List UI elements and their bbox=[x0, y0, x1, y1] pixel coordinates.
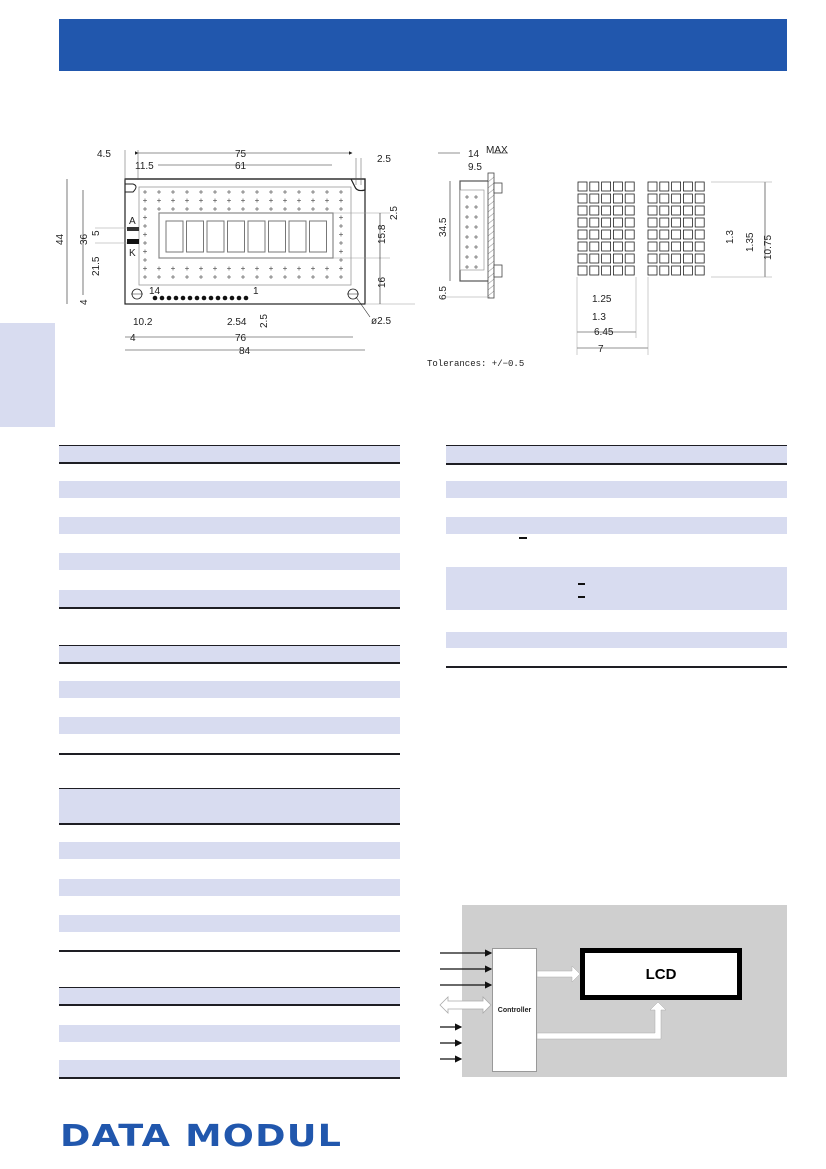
overline-mark bbox=[578, 596, 585, 598]
tolerances-note: Tolerances: +/−0.5 bbox=[427, 359, 525, 369]
table-header bbox=[59, 988, 400, 1004]
svg-text:5: 5 bbox=[91, 230, 102, 236]
spec-table-1 bbox=[59, 445, 400, 609]
spec-table-4 bbox=[59, 987, 400, 1080]
svg-text:75: 75 bbox=[235, 149, 247, 160]
spec-table-3 bbox=[59, 788, 400, 953]
table-header bbox=[59, 446, 400, 462]
svg-text:K: K bbox=[129, 248, 136, 259]
table-row bbox=[59, 1060, 400, 1077]
table-row bbox=[59, 1025, 400, 1042]
svg-text:11.5: 11.5 bbox=[135, 161, 154, 172]
table-row bbox=[446, 567, 787, 610]
table-row bbox=[59, 590, 400, 607]
svg-text:7: 7 bbox=[598, 344, 604, 355]
svg-text:84: 84 bbox=[239, 346, 251, 355]
svg-text:36: 36 bbox=[79, 233, 90, 245]
controller-block: Controller bbox=[492, 948, 537, 1072]
svg-text:6.45: 6.45 bbox=[594, 327, 614, 338]
table-row bbox=[59, 481, 400, 498]
table-row bbox=[446, 632, 787, 648]
svg-text:ø2.5: ø2.5 bbox=[371, 316, 392, 327]
table-header bbox=[59, 789, 400, 823]
table-row bbox=[59, 717, 400, 734]
front-view-drawing bbox=[55, 140, 415, 355]
svg-text:MAX: MAX bbox=[486, 145, 508, 156]
data-modul-logo: DATA MODUL bbox=[60, 1119, 343, 1154]
svg-text:1.35: 1.35 bbox=[745, 232, 756, 252]
svg-text:1.3: 1.3 bbox=[592, 312, 606, 323]
lcd-block: LCD bbox=[580, 948, 742, 1000]
svg-text:16: 16 bbox=[377, 276, 388, 288]
svg-text:1.3: 1.3 bbox=[725, 230, 736, 244]
svg-text:15.8: 15.8 bbox=[377, 224, 388, 244]
svg-text:10.2: 10.2 bbox=[133, 317, 153, 328]
side-view-drawing bbox=[430, 145, 540, 315]
table-row bbox=[59, 517, 400, 534]
spec-table-2 bbox=[59, 645, 400, 755]
svg-text:4: 4 bbox=[79, 299, 90, 305]
svg-text:76: 76 bbox=[235, 333, 247, 344]
svg-text:44: 44 bbox=[55, 233, 66, 245]
side-tab bbox=[0, 323, 55, 427]
overline-mark bbox=[578, 583, 585, 585]
svg-text:14: 14 bbox=[468, 149, 480, 160]
svg-text:6.5: 6.5 bbox=[438, 286, 449, 300]
svg-text:4.5: 4.5 bbox=[97, 149, 111, 160]
svg-text:2.54: 2.54 bbox=[227, 317, 247, 328]
svg-text:9.5: 9.5 bbox=[468, 162, 482, 173]
svg-text:61: 61 bbox=[235, 161, 247, 172]
table-row bbox=[446, 481, 787, 498]
table-row bbox=[59, 842, 400, 859]
overline-mark bbox=[519, 537, 527, 539]
svg-text:1.25: 1.25 bbox=[592, 294, 612, 305]
table-header bbox=[446, 446, 787, 463]
svg-text:2.5: 2.5 bbox=[389, 206, 400, 220]
svg-text:14: 14 bbox=[149, 286, 161, 297]
table-row bbox=[59, 879, 400, 896]
table-header bbox=[59, 646, 400, 662]
svg-text:21.5: 21.5 bbox=[91, 256, 102, 276]
svg-text:1: 1 bbox=[253, 286, 259, 297]
spec-table-5 bbox=[446, 445, 787, 668]
header-bar bbox=[59, 19, 787, 71]
table-row bbox=[59, 681, 400, 698]
dot-matrix-drawing bbox=[560, 160, 790, 355]
table-row bbox=[59, 915, 400, 932]
svg-text:A: A bbox=[129, 216, 136, 227]
svg-text:2.5: 2.5 bbox=[259, 314, 270, 328]
svg-text:34.5: 34.5 bbox=[438, 217, 449, 237]
table-row bbox=[446, 517, 787, 534]
svg-text:2.5: 2.5 bbox=[377, 154, 391, 165]
table-row bbox=[59, 553, 400, 570]
svg-text:10.75: 10.75 bbox=[763, 234, 774, 260]
svg-text:4: 4 bbox=[130, 333, 136, 344]
